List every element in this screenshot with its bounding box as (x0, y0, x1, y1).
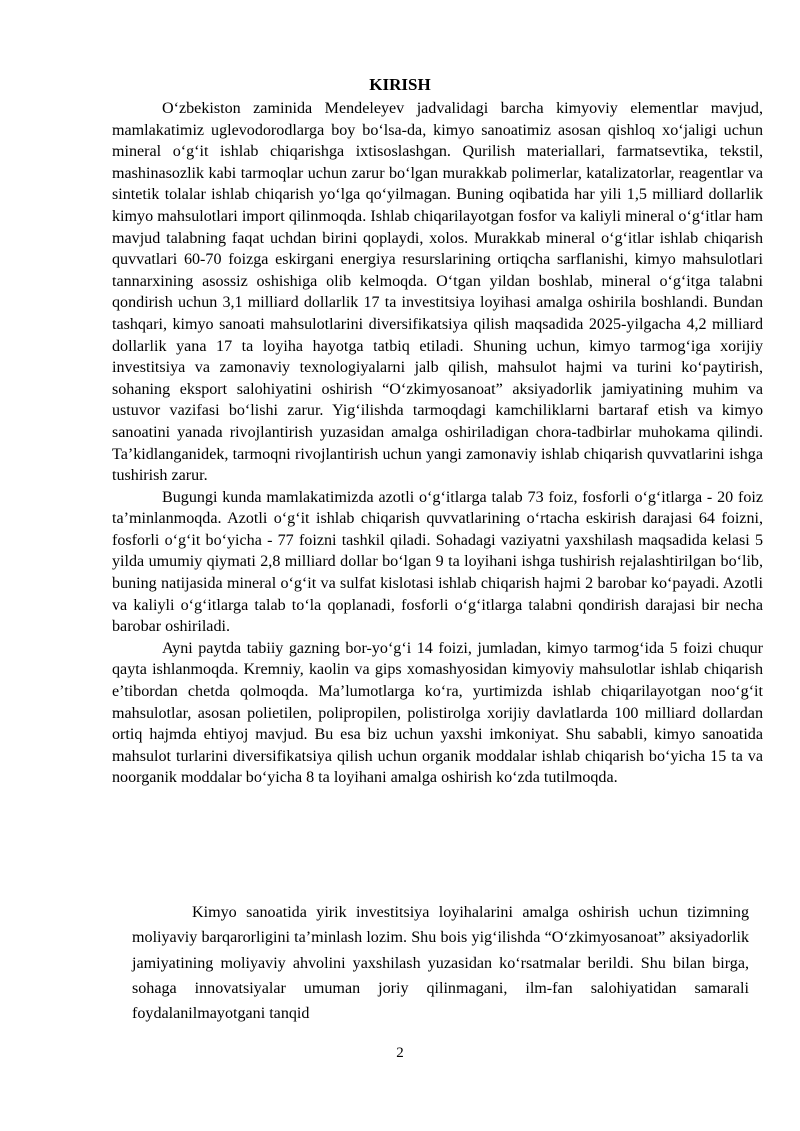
section-title: KIRISH (369, 75, 431, 94)
page-number: 2 (396, 1045, 404, 1061)
paragraph-3: Ayni paytda tabiiy gazning bor-yo‘g‘i 14 foizi, jumladan, kimyo tarmog‘ida 5 foizi chuqur qayta ishlanmoqda. Kremniy, kaolin va gips xomashyosidan kimyoviy mahsulotlar ishlab chiqarish e’tibordan chetda qolmoqda. Ma’lumotlarga ko‘ra, yurtimizda ishlab chiqarilayotgan noo‘g‘it mahsulotlar, asosan polietilen, polipropilen, polistirolga xorijiy davlatlarda 100 milliard dollardan ortiq hajmda ehtiyoj mavjud. Bu esa biz uchun yaxshi imkoniyat. Shu sababli, kimyo sanoatida mahsulot turlarini diversifikatsiya qilish uchun organik moddalar ishlab chiqarish bo‘yicha 15 ta va noorganik moddalar bo‘yicha 8 ta loyihani amalga oshirish ko‘zda tutilmoqda. (112, 639, 763, 787)
paragraph-2: Bugungi kunda mamlakatimizda azotli o‘g‘itlarga talab 73 foiz, fosforli o‘g‘itlarga - 20 foiz ta’minlanmoqda. Azotli o‘g‘it ishlab chiqarish quvvatlarining o‘rtacha eskirish darajasi 64 foizni, fosforli o‘g‘it bo‘yicha - 77 foizni tashkil qiladi. Sohadagi vaziyatni yaxshilash maqsadida kelasi 5 yilda umumiy qiymati 2,8 milliard dollar bo‘lgan 9 ta loyihani ishga tushirish rejalashtirilgan bo‘lib, buning natijasida mineral o‘g‘it va sulfat kislotasi ishlab chiqarish hajmi 2 barobar ko‘payadi. Azotli va kaliyli o‘g‘itlarga talab to‘la qoplanadi, fosforli o‘g‘itlarga talabni qondirish darajasi bir necha barobar oshiriladi. (112, 488, 763, 636)
paragraph-4: Kimyo sanoatida yirik investitsiya loyihalarini amalga oshirish uchun tizimning moliyaviy barqarorligini ta’minlash lozim. Shu bois yig‘ilishda “O‘zkimyosanoat” aksiyadorlik jamiyatining moliyaviy ahvolini yaxshilash yuzasidan ko‘rsatmalar berildi. Shu bilan birga, sohaga innovatsiyalar umuman joriy qilinmagani, ilm-fan salohiyatidan samarali foydalanilmayotgani tanqid (132, 904, 749, 1023)
body-text-continued (132, 900, 749, 1026)
body-text (112, 98, 763, 789)
paragraph-1: O‘zbekiston zaminida Mendeleyev jadvalidagi barcha kimyoviy elementlar mavjud, mamlakatimiz uglevodorodlarga boy bo‘lsa-da, kimyo sanoatimiz asosan qishloq xo‘jaligi uchun mineral o‘g‘it ishlab chiqarishga ixtisoslashgan. Qurilish materiallari, farmatsevtika, tekstil, mashinasozlik kabi tarmoqlar uchun zarur bo‘lgan murakkab polimerlar, katalizatorlar, reagentlar va sintetik tolalar ishlab chiqarish yo‘lga qo‘yilmagan. Buning oqibatida har yili 1,5 milliard dollarlik kimyo mahsulotlari import qilinmoqda. Ishlab chiqarilayotgan fosfor va kaliyli mineral o‘g‘itlar ham mavjud talabning faqat uchdan birini qoplaydi, xolos. Murakkab mineral o‘g‘itlar ishlab chiqarish quvvatlari 60-70 foizga eskirgani energiya resurslarining ortiqcha sarflanishi, kimyo mahsulotlari tannarxining asossiz oshishiga olib kelmoqda. O‘tgan yildan boshlab, mineral o‘g‘itga talabni qondirish uchun 3,1 milliard dollarlik 17 ta investitsiya loyihasi amalga oshirila boshlandi. Bundan tashqari, kimyo sanoati mahsulotlarini diversifikatsiya qilish maqsadida 2025-yilgacha 4,2 milliard dollarlik yana 17 ta loyiha hayotga tatbiq etiladi. Shuning uchun, kimyo tarmog‘iga xorijiy investitsiya va zamonaviy texnologiyalarni jalb qilish, mahsulot hajmi va turini ko‘paytirish, sohaning eksport salohiyatini oshirish “O‘zkimyosanoat” aksiyadorlik jamiyatining muhim va ustuvor vazifasi bo‘lishi zarur. Yig‘ilishda tarmoqdagi kamchiliklarni bartaraf etish va kimyo sanoatini yanada rivojlantirish yuzasidan amalga oshiriladigan chora-tadbirlar muhokama qilindi. Ta’kidlanganidek, tarmoqni rivojlantirish uchun yangi zamonaviy ishlab chiqarish quvvatlarini ishga tushirish zarur. (112, 100, 763, 485)
